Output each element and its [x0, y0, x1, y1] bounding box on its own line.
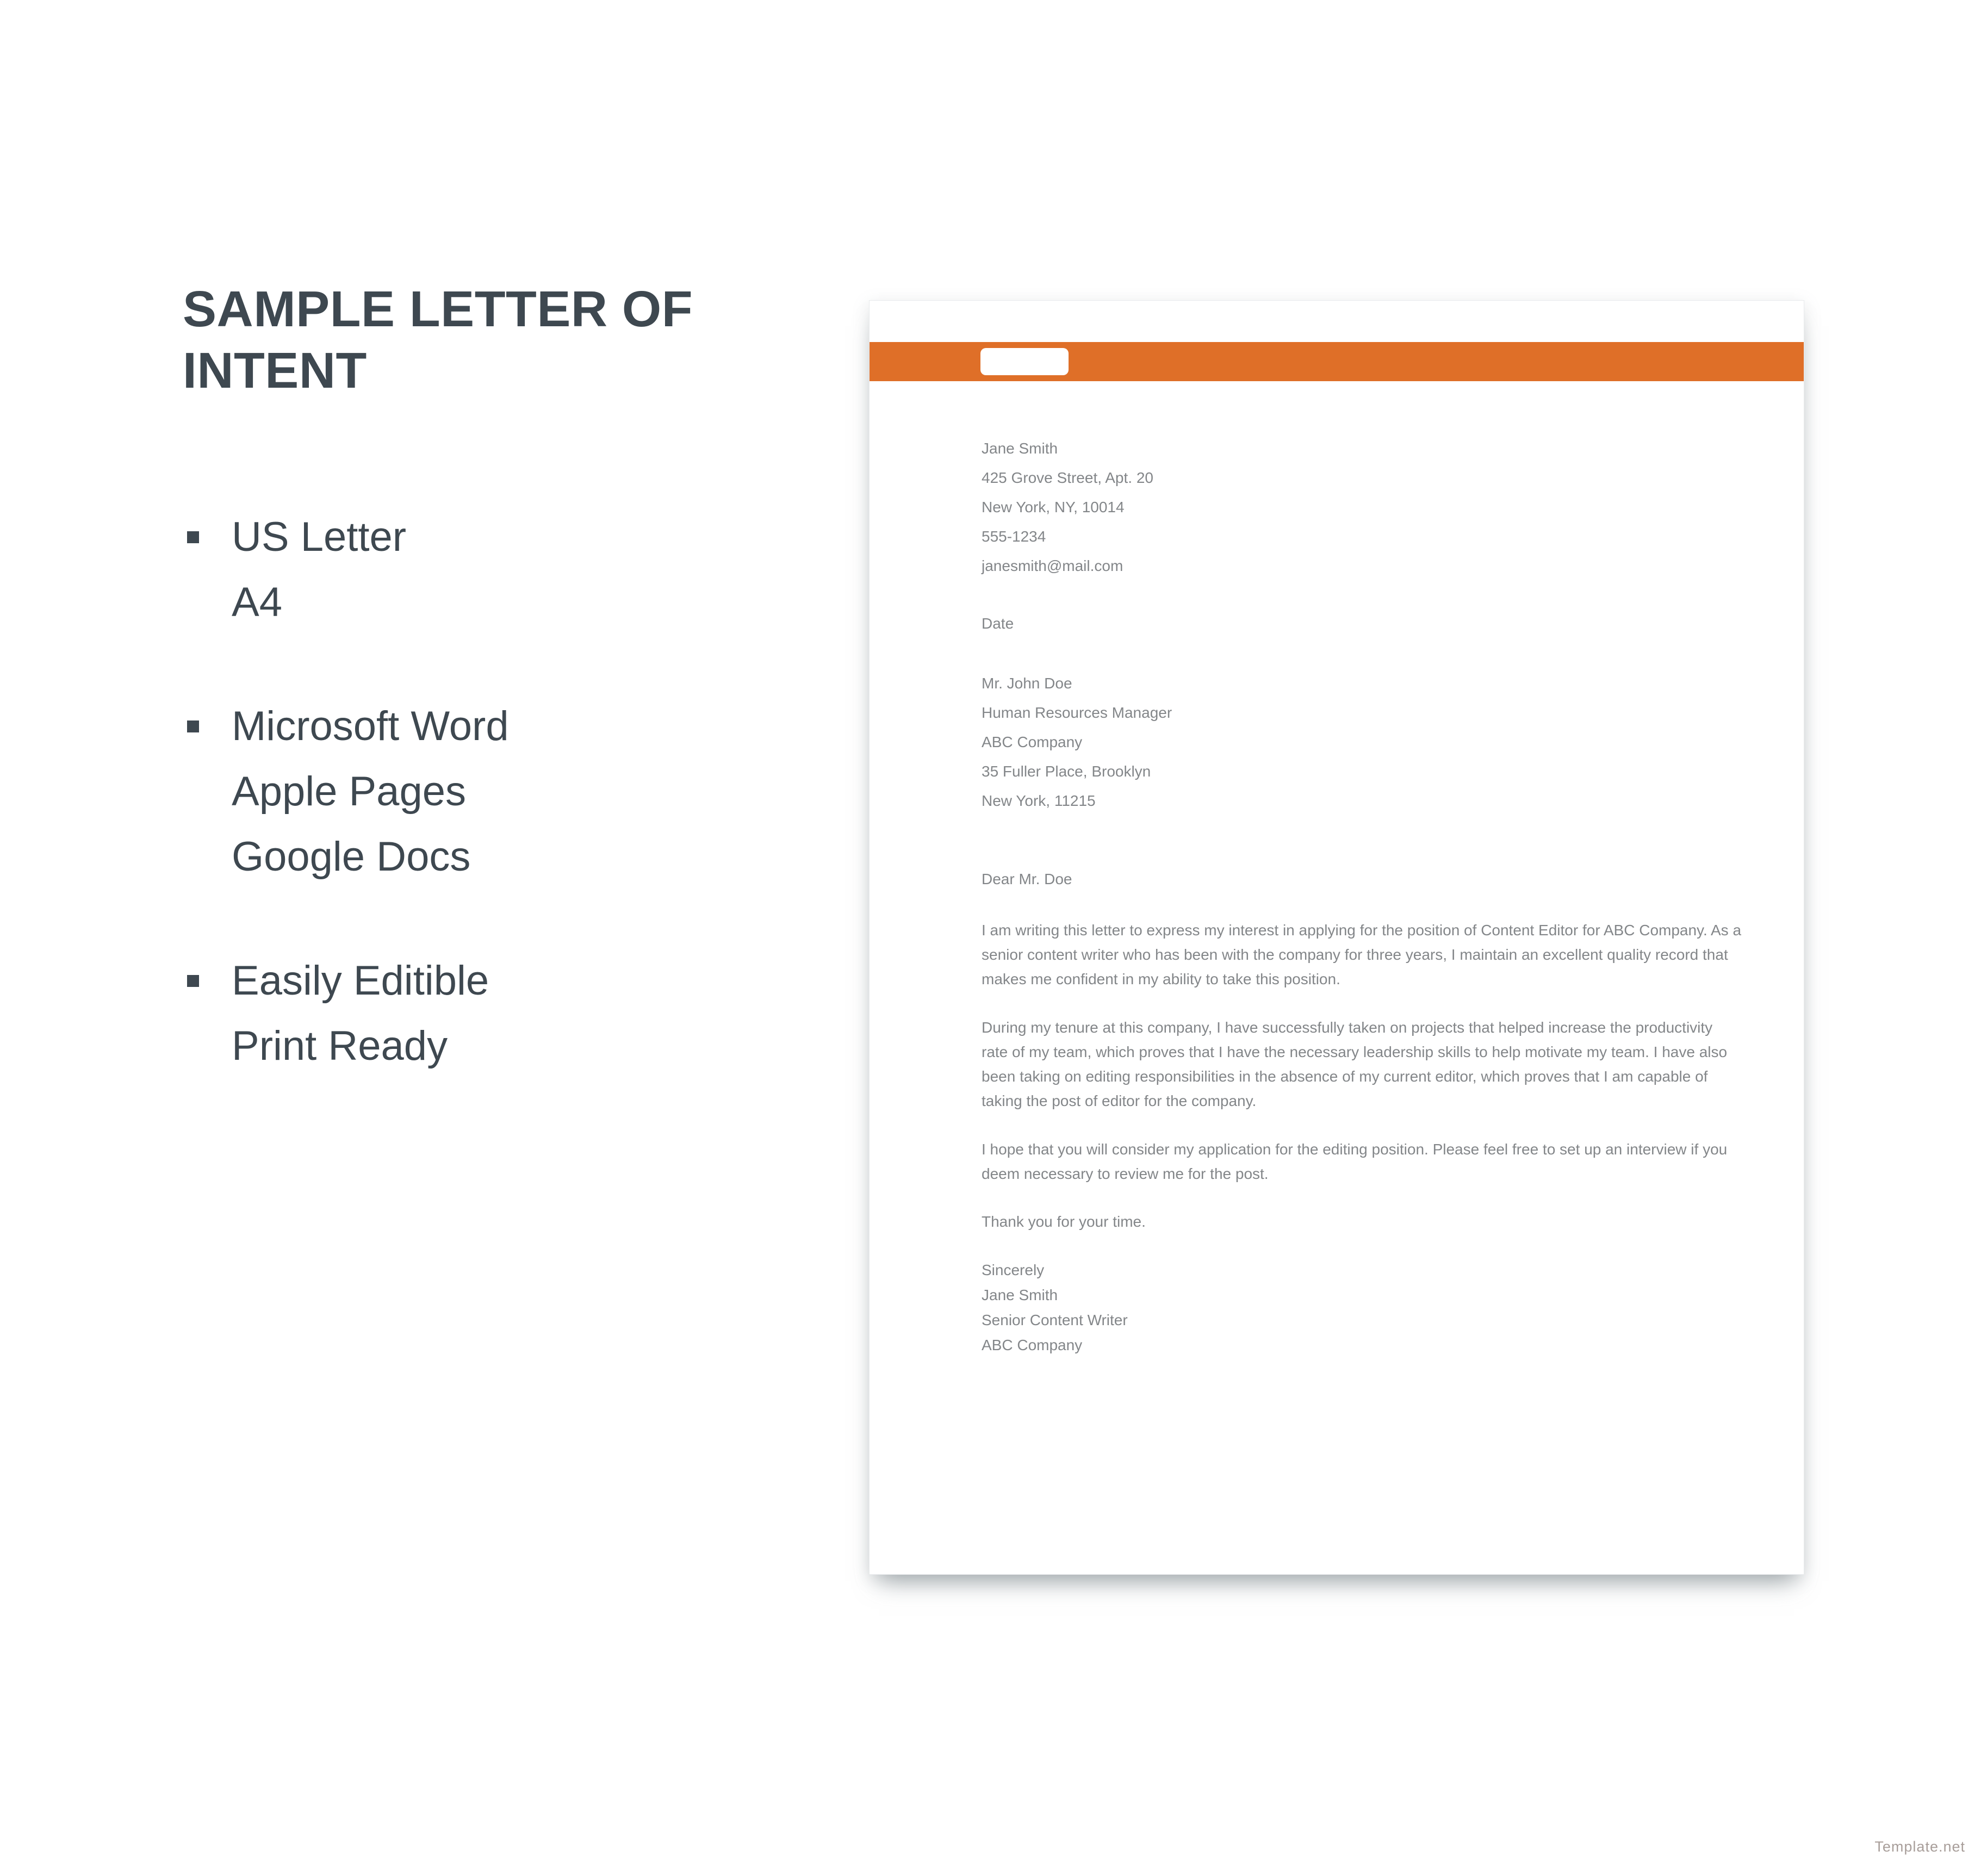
letter-content [982, 434, 1743, 1358]
sender-line: 425 Grove Street, Apt. 20 [982, 469, 1153, 486]
closing-line: Sincerely [982, 1262, 1045, 1278]
body-paragraph: I am writing this letter to express my interest in applying for the position of Content Editor for ABC Company. As a senior content writer who has been with the company for three years, I maintain an excellent quality record that makes me confident in my ability to take this position. [982, 922, 1742, 987]
closing-block [982, 1258, 1743, 1358]
feature-line: A4 [232, 579, 282, 625]
feature-line: Easily Editible [232, 958, 489, 1004]
date-line: Date [982, 615, 1014, 632]
sender-line: 555-1234 [982, 528, 1046, 545]
bullet-square-icon [187, 720, 199, 732]
letter-document [869, 300, 1804, 1575]
feature-line: US Letter [232, 514, 407, 560]
recipient-line: Mr. John Doe [982, 675, 1072, 692]
feature-line: Apple Pages [232, 768, 466, 815]
feature-item-apps [187, 694, 509, 890]
feature-line: Microsoft Word [232, 703, 509, 749]
closing-line: Senior Content Writer [982, 1312, 1128, 1328]
thanks-line: Thank you for your time. [982, 1213, 1146, 1230]
feature-item-sizes [187, 505, 509, 635]
body-paragraph: I hope that you will consider my application for the editing position. Please feel free to set up an interview if you deem necessary to review me for the post. [982, 1141, 1728, 1182]
feature-line: Print Ready [232, 1023, 448, 1069]
recipient-line: 35 Fuller Place, Brooklyn [982, 763, 1151, 780]
page-title: SAMPLE LETTER OF INTENT [183, 281, 693, 399]
bullet-square-icon [187, 975, 199, 987]
feature-item-editable [187, 948, 509, 1079]
salutation: Dear Mr. Doe [982, 871, 1072, 887]
closing-line: ABC Company [982, 1337, 1083, 1353]
watermark: Template.net [1874, 1838, 1965, 1855]
logo-placeholder [980, 348, 1069, 375]
recipient-line: Human Resources Manager [982, 704, 1172, 721]
feature-line: Google Docs [232, 834, 471, 880]
recipient-line: ABC Company [982, 734, 1083, 750]
feature-lines [232, 505, 406, 635]
sender-line: janesmith@mail.com [982, 557, 1123, 574]
feature-lines [232, 694, 509, 890]
feature-list [187, 505, 509, 1138]
bullet-square-icon [187, 531, 199, 543]
sender-block [982, 434, 1743, 581]
recipient-block [982, 669, 1743, 816]
letter-header-bar [870, 342, 1804, 381]
body-paragraph: During my tenure at this company, I have successfully taken on projects that helped increase the productivity rate of my team, which proves that I have the necessary leadership skills to help motivate my team. I have also been taking on editing responsibilities in the absence of my current editor, which proves that I am capable of taking the post of editor for the company. [982, 1019, 1728, 1109]
sender-line: New York, NY, 10014 [982, 499, 1125, 515]
closing-line: Jane Smith [982, 1287, 1058, 1303]
sender-line: Jane Smith [982, 440, 1058, 457]
feature-lines [232, 948, 489, 1079]
recipient-line: New York, 11215 [982, 792, 1096, 809]
